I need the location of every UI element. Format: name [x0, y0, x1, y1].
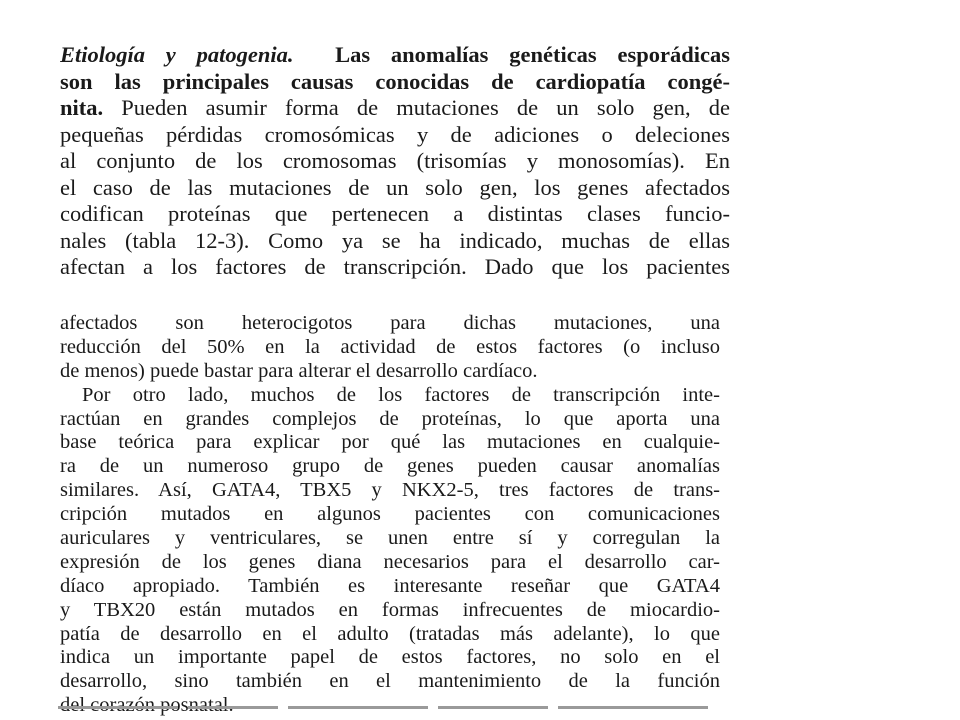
bold-sentence-end: nita. [60, 95, 104, 120]
text-line: nales (tabla 12-3). Como ya se ha indicado, muchas de ellas [60, 227, 730, 253]
text-line: ra de un numeroso grupo de genes pueden causar anomalías [60, 455, 720, 478]
text-line: el caso de las mutaciones de un solo gen, los genes afectados [60, 174, 730, 200]
text-line: auriculares y ventriculares, se unen entre sí y corregulan la [60, 527, 720, 550]
text-line: reducción del 50% en la actividad de estos factores (o incluso [60, 335, 720, 358]
text-line [60, 42, 730, 69]
text-line: desarrollo, sino también en el mantenimiento de la función [60, 670, 720, 693]
text-line: base teórica para explicar por qué las mutaciones en cualquie- [60, 431, 720, 454]
text-line: ractúan en grandes complejos de proteínas, lo que aporta una [60, 407, 720, 430]
text-line: Por otro lado, muchos de los factores de transcripción inte- [82, 383, 720, 406]
section-heading: Etiología y patogenia. [60, 42, 294, 67]
paragraph-etiologia [60, 42, 730, 281]
text-line: pequeñas pérdidas cromosómicas y de adiciones o deleciones [60, 121, 730, 147]
text-line: afectan a los factores de transcripción. Dado que los pacientes [60, 254, 730, 279]
bold-sentence-part: Las anomalías genéticas esporádicas [335, 42, 730, 67]
text-line: afectados son heterocigotos para dichas mutaciones, una [60, 312, 720, 334]
text-line: codifican proteínas que pertenecen a distintas clases funcio- [60, 201, 730, 226]
cropped-next-line [58, 706, 728, 712]
paragraph-continuation [60, 312, 720, 718]
text-line: cripción mutados en algunos pacientes con comunicaciones [60, 503, 720, 526]
text-line: indica un importante papel de estos factores, no solo en el [60, 646, 720, 669]
text-line: son las principales causas conocidas de cardiopatía congé- [60, 68, 730, 94]
text-line: expresión de los genes diana necesarios para el desarrollo car- [60, 550, 720, 573]
text-line: patía de desarrollo en el adulto (tratadas más adelante), lo que [60, 622, 720, 645]
text-line: díaco apropiado. También es interesante reseñar que GATA4 [60, 574, 720, 597]
text-line: al conjunto de los cromosomas (trisomías y monosomías). En [60, 148, 730, 173]
sentence-text: Pueden asumir forma de mutaciones de un solo gen, de [121, 95, 730, 120]
text-line: similares. Así, GATA4, TBX5 y NKX2-5, tres factores de trans- [60, 479, 720, 502]
text-line: de menos) puede bastar para alterar el desarrollo cardíaco. [60, 359, 538, 382]
text-line [60, 95, 730, 122]
text-line: y TBX20 están mutados en formas infrecuentes de miocardio- [60, 598, 720, 621]
